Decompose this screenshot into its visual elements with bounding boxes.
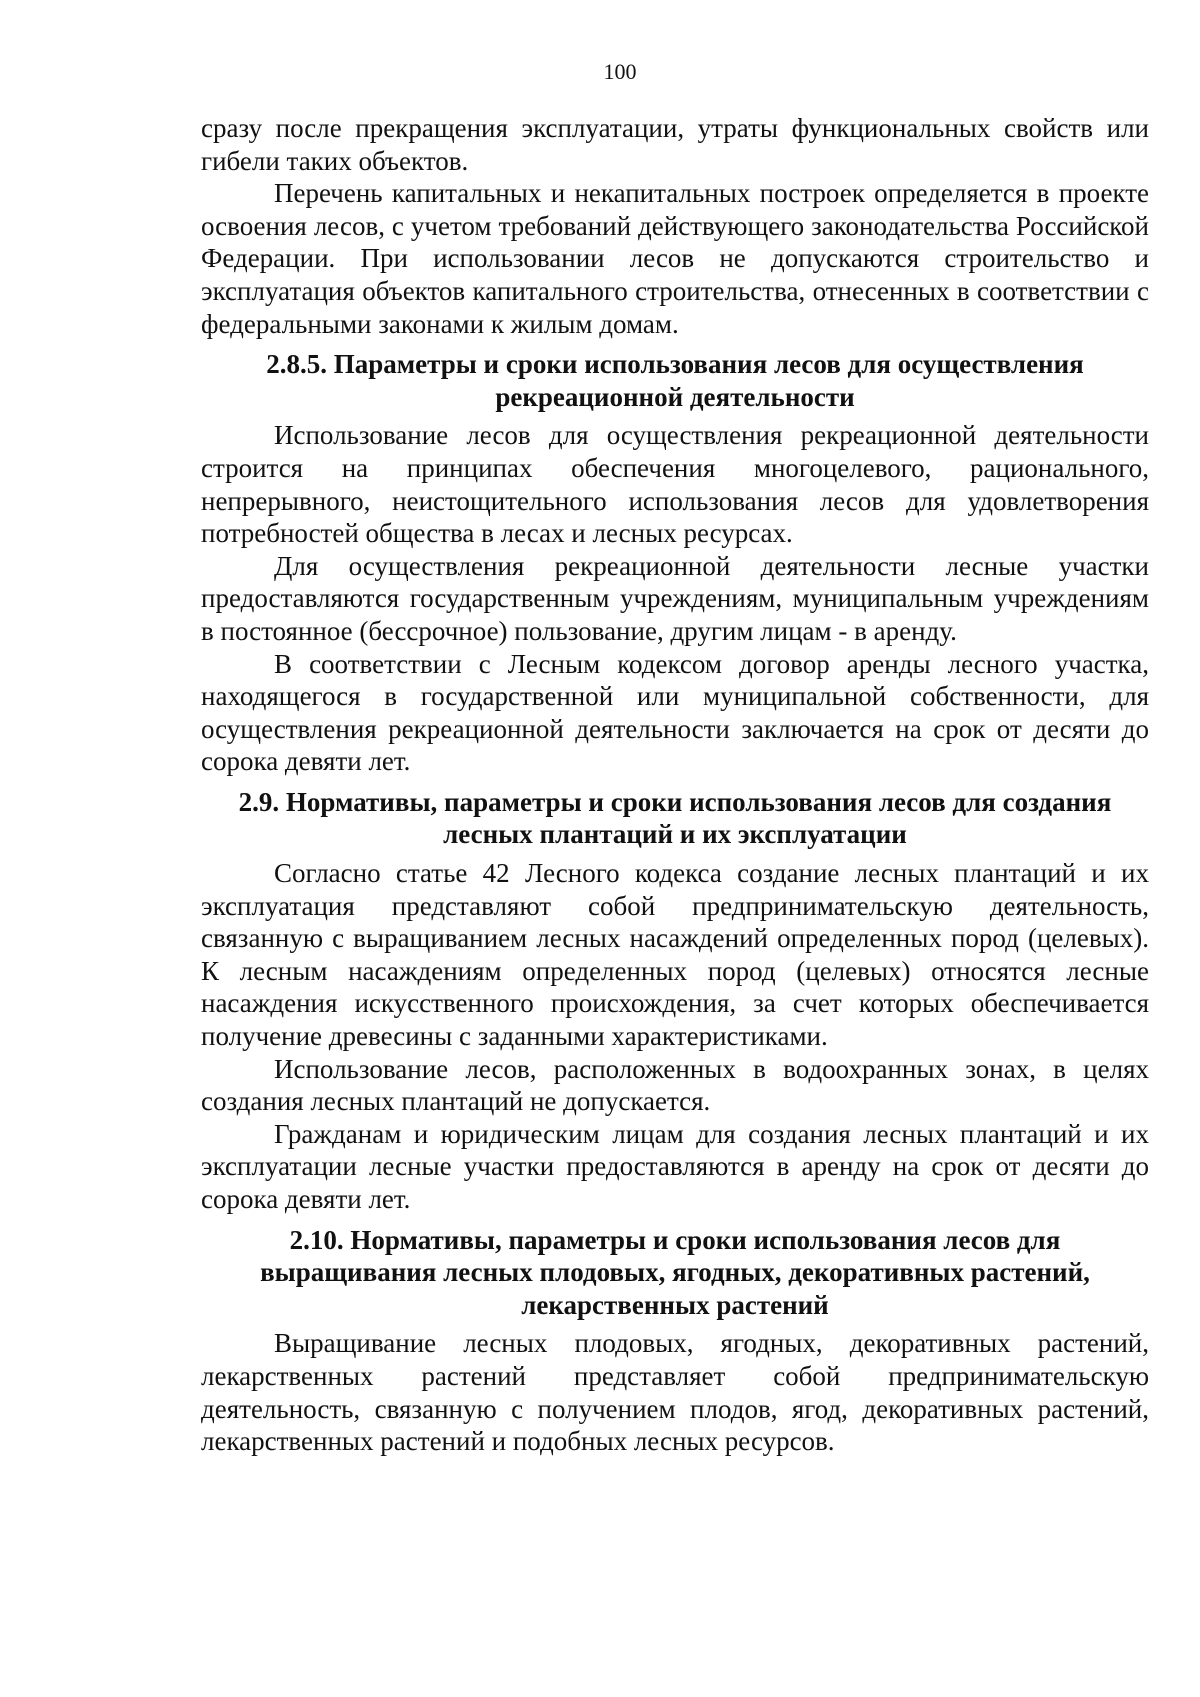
paragraph-cultivation-definition: Выращивание лесных плодовых, ягодных, декоративных растений, лекарственных растений представляет собой предпринимательскую деятельность, связанную с получением плодов, ягод, декоративных растений, лекарственных растений и подобных лесных ресурсов. (201, 1328, 1149, 1457)
paragraph-continuation: сразу после прекращения эксплуатации, утраты функциональных свойств или гибели таких объектов. (201, 113, 1149, 176)
paragraph-recreation-lease-term: В соответствии с Лесным кодексом договор аренды лесного участка, находящегося в государственной или муниципальной собственности, для осуществления рекреационной деятельности заключается на срок от десяти до сорока девяти лет. (201, 648, 1149, 777)
paragraph-plantations-definition: Согласно статье 42 Лесного кодекса создание лесных плантаций и их эксплуатация представляют собой предпринимательскую деятельность, связанную с выращиванием лесных насаждений определенных пород (целевых). К лесным насаждениям определенных пород (целевых) относятся лесные насаждения искусственного происхождения, за счет которых обеспечивается получение древесины с заданными характеристиками. (201, 858, 1149, 1052)
paragraph-recreation-principles: Использование лесов для осуществления рекреационной деятельности строится на принципах обеспечения многоцелевого, рационального, непрерывного, неистощительного использования лесов для удовлетворения потребностей общества в лесах и лесных ресурсах. (201, 420, 1149, 549)
page-number: 100 (603, 59, 637, 84)
document-body (201, 112, 1149, 1458)
paragraph-plantations-water-zones: Использование лесов, расположенных в водоохранных зонах, в целях создания лесных плантаций не допускается. (201, 1053, 1149, 1117)
section-heading-2-9: 2.9. Нормативы, параметры и сроки использования лесов для создания лесных плантаций и их эксплуатации (238, 786, 1112, 850)
section-heading-2-10: 2.10. Нормативы, параметры и сроки использования лесов для выращивания лесных плодовых, ягодных, декоративных растений, лекарственных растений (260, 1224, 1090, 1320)
paragraph-buildings-list: Перечень капитальных и некапитальных построек определяется в проекте освоения лесов, с учетом требований действующего законодательства Российской Федерации. При использовании лесов не допускаются строительство и эксплуатация объектов капитального строительства, отнесенных в соответствии с федеральными законами к жилым домам. (201, 178, 1149, 339)
paragraph-plantations-lease-term: Гражданам и юридическим лицам для создания лесных плантаций и их эксплуатации лесные участки предоставляются в аренду на срок от десяти до сорока девяти лет. (201, 1118, 1149, 1214)
paragraph-recreation-provision: Для осуществления рекреационной деятельности лесные участки предоставляются государственным учреждениям, муниципальным учреждениям в постоянное (бессрочное) пользование, другим лицам - в аренду. (201, 550, 1149, 646)
section-heading-2-8-5: 2.8.5. Параметры и сроки использования лесов для осуществления рекреационной деятельности (266, 349, 1084, 412)
